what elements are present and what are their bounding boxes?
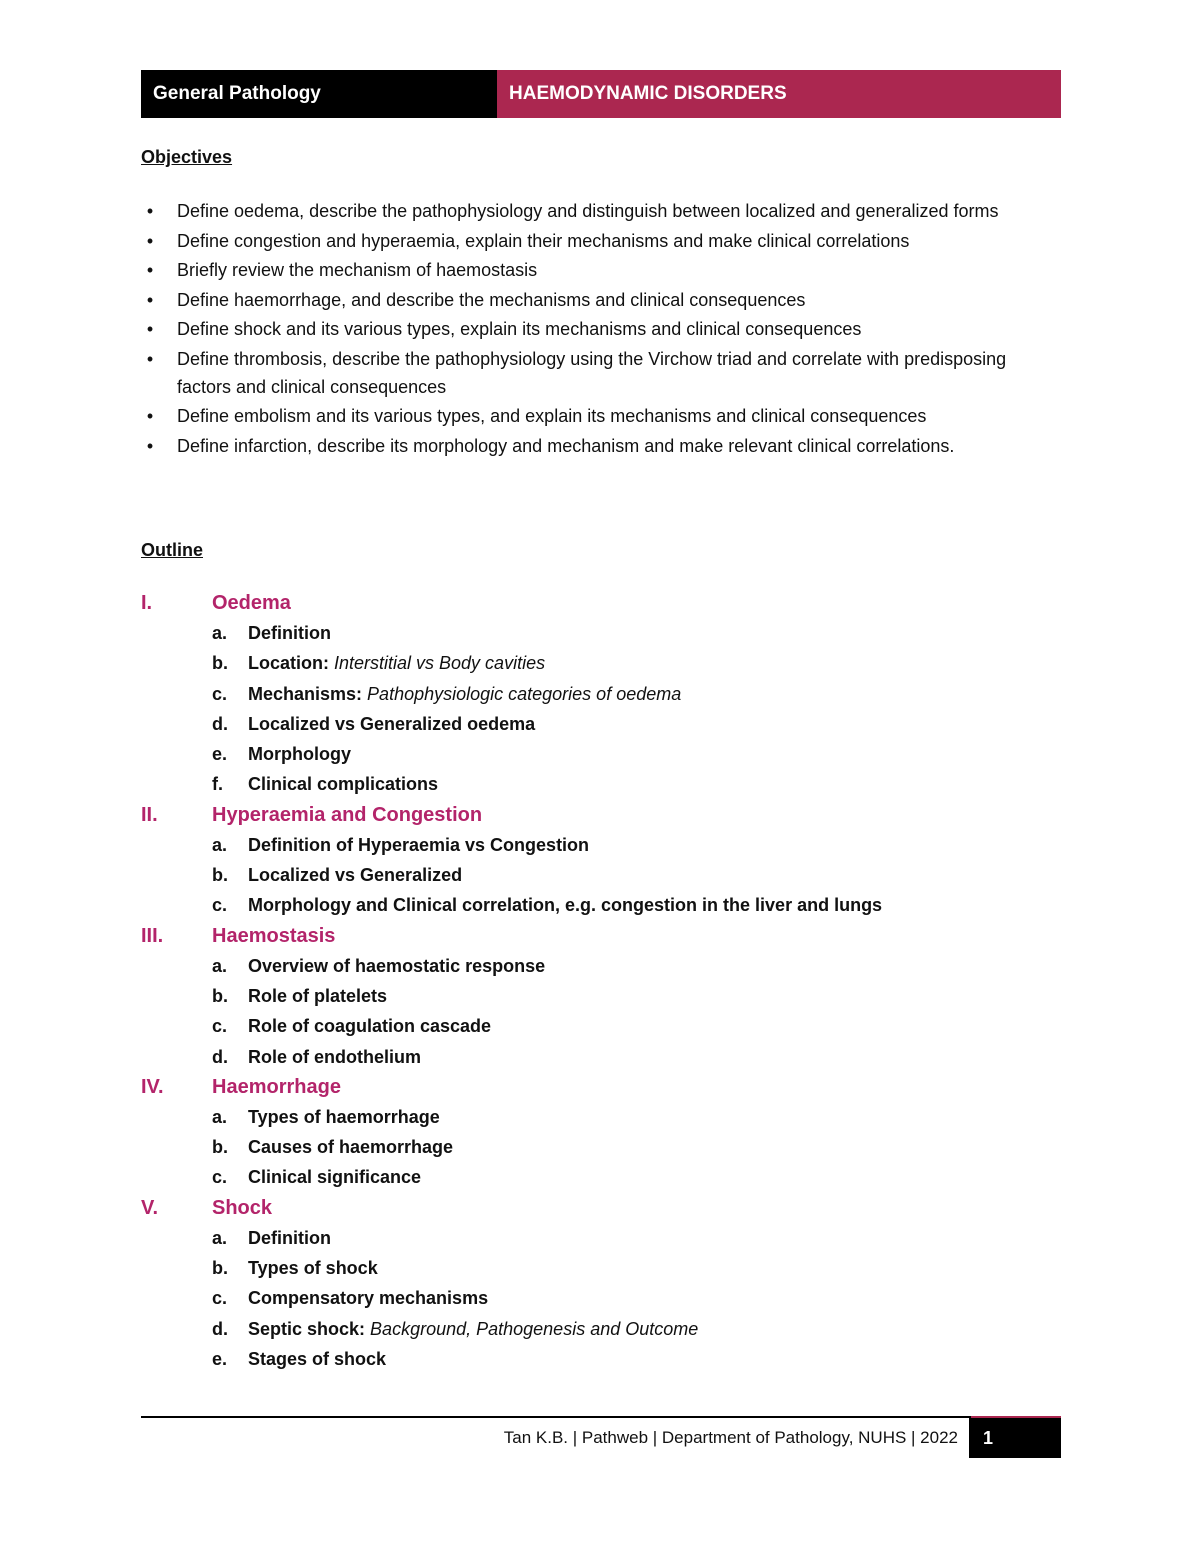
subitem-letter: b. [212,865,228,886]
objective-item [141,402,1041,430]
subitem-label: Septic shock: [248,1318,371,1339]
subitem-label: Clinical complications [248,774,439,795]
subitem-text [248,1344,386,1374]
outline-subitem [141,709,1041,739]
outline-subitem [141,1042,1041,1072]
subitem-letter: b. [212,985,228,1006]
outline [141,588,1041,1374]
subitem-letter: a. [212,955,228,976]
section-title-text: Haemorrhage [212,1075,341,1098]
subitem-label: Localized vs Generalized oedema [248,713,536,734]
subitem-text [248,1253,378,1283]
objective-item [141,286,1041,314]
outline-subitem [141,1314,1041,1344]
subitem-letter: c. [212,1167,228,1188]
subitem-letter: d. [212,1318,228,1339]
outline-subitems [141,830,1041,921]
outline-section-title [141,1193,1041,1223]
outline-subitem [141,648,1041,678]
objective-text: Define thrombosis, describe the pathophysiology using the Virchow triad and correlate with predisposing factors and clinical consequences [177,348,1007,397]
objectives-heading: Objectives [141,147,233,167]
subitem-letter: c. [212,1288,228,1309]
subitem-label: Types of shock [248,1258,378,1279]
subitem-letter: a. [212,1227,228,1248]
subitem-text [248,1223,331,1253]
bullet-icon: • [146,289,154,310]
subitem-detail: Interstitial vs Body cavities [334,653,546,674]
subitem-label: Compensatory mechanisms [248,1288,489,1309]
subitem-text [248,1011,491,1041]
subitem-letter: a. [212,1106,228,1127]
subitem-label: Definition [248,1227,331,1248]
subitem-text [248,1132,453,1162]
subitem-text [248,739,351,769]
objective-text: Define infarction, describe its morphology and mechanism and make relevant clinical correlations. [177,435,955,456]
objective-item [141,256,1041,284]
bullet-icon: • [146,435,154,456]
subitem-detail: Background, Pathogenesis and Outcome [370,1318,699,1339]
outline-section [141,800,1041,921]
subitem-label: Location: [248,653,334,674]
bullet-icon: • [146,319,154,339]
subitem-text [248,1102,440,1132]
page-header [141,70,1061,118]
bullet-icon: • [146,260,154,280]
subitem-letter: b. [212,1258,228,1279]
outline-subitems [141,951,1041,1072]
outline-section [141,921,1041,1072]
objectives-list [141,197,1041,461]
outline-subitem [141,679,1041,709]
outline-subitem [141,890,1041,920]
subitem-text [248,860,462,890]
objective-text: Define congestion and hyperaemia, explain their mechanisms and make clinical correlations [177,230,910,251]
bullet-icon: • [146,406,154,426]
objective-item [141,315,1041,343]
subitem-text [248,648,545,678]
objective-text: Define oedema, describe the pathophysiology and distinguish between localized and generalized forms [177,201,999,221]
subitem-letter: c. [212,683,228,704]
subitem-letter: a. [212,623,228,643]
outline-subitem [141,1132,1041,1162]
bullet-icon: • [146,230,154,251]
subitem-text [248,618,331,648]
subitem-label: Role of platelets [248,985,388,1006]
outline-subitems [141,618,1041,800]
subitem-text [248,830,589,860]
subitem-label: Definition [248,623,331,643]
section-title-text: Shock [212,1196,273,1219]
outline-subitems [141,1102,1041,1193]
subitem-letter: c. [212,895,228,916]
outline-subitem [141,1102,1041,1132]
outline-section [141,1072,1041,1193]
outline-subitem [141,769,1041,799]
subitem-text [248,1283,488,1313]
section-numeral: V. [141,1196,159,1219]
subitem-text [248,981,387,1011]
subitem-letter: b. [212,653,228,674]
section-title-text: Haemostasis [212,924,336,947]
subitem-letter: e. [212,1348,228,1369]
subitem-letter: b. [212,1137,228,1158]
outline-heading: Outline [141,540,203,560]
subitem-label: Localized vs Generalized [248,865,463,886]
outline-subitems [141,1223,1041,1374]
outline-subitem [141,739,1041,769]
subitem-text [248,890,882,920]
outline-subitem [141,830,1041,860]
outline-section [141,588,1041,800]
subitem-text [248,709,535,739]
subitem-detail: Pathophysiologic categories of oedema [367,683,682,704]
header-topic-title: HAEMODYNAMIC DISORDERS [497,70,1061,118]
subitem-text [248,1042,421,1072]
outline-subitem [141,1253,1041,1283]
outline-section [141,1193,1041,1374]
header-course-title: General Pathology [141,70,497,118]
outline-subitem [141,1223,1041,1253]
outline-section-title [141,588,1041,618]
subitem-label: Mechanisms: [248,683,368,704]
section-numeral: II. [141,803,158,826]
outline-subitem [141,981,1041,1011]
outline-subitem [141,1162,1041,1192]
objective-text: Briefly review the mechanism of haemostasis [177,260,538,280]
subitem-letter: a. [212,834,228,855]
subitem-label: Role of endothelium [248,1046,421,1067]
outline-section-title [141,921,1041,951]
page-number: 1 [969,1418,1061,1458]
subitem-label: Stages of shock [248,1348,387,1369]
subitem-label: Morphology and Clinical correlation, e.g. congestion in the liver and lungs [248,895,883,916]
outline-subitem [141,1283,1041,1313]
objective-text: Define embolism and its various types, and explain its mechanisms and clinical consequences [177,406,927,426]
objective-text: Define haemorrhage, and describe the mechanisms and clinical consequences [177,289,806,310]
objective-item [141,345,1041,401]
subitem-label: Morphology [248,744,351,765]
outline-section-title [141,1072,1041,1102]
outline-subitem [141,951,1041,981]
outline-subitem [141,1011,1041,1041]
subitem-text [248,679,681,709]
bullet-icon: • [146,348,154,369]
outline-subitem [141,618,1041,648]
section-title-text: Hyperaemia and Congestion [212,803,483,826]
subitem-letter: d. [212,1046,228,1067]
subitem-letter: f. [212,774,223,795]
section-numeral: I. [141,592,153,614]
outline-section-title [141,800,1041,830]
subitem-label: Role of coagulation cascade [248,1016,492,1037]
objective-item [141,227,1041,255]
subitem-label: Definition of Hyperaemia vs Congestion [248,834,590,855]
subitem-text [248,1314,698,1344]
subitem-label: Overview of haemostatic response [248,955,546,976]
objective-item [141,432,1041,460]
objective-text: Define shock and its various types, explain its mechanisms and clinical consequences [177,319,862,339]
subitem-letter: d. [212,713,228,734]
footer-credit: Tan K.B. | Pathweb | Department of Pathology, NUHS | 2022 [503,1428,958,1447]
outline-subitem [141,1344,1041,1374]
subitem-text [248,769,438,799]
section-title-text: Oedema [212,592,291,614]
subitem-label: Clinical significance [248,1167,422,1188]
subitem-letter: e. [212,744,228,765]
subitem-text [248,951,545,981]
subitem-label: Causes of haemorrhage [248,1137,454,1158]
bullet-icon: • [146,201,154,221]
section-numeral: IV. [141,1075,164,1098]
subitem-text [248,1162,421,1192]
outline-subitem [141,860,1041,890]
subitem-letter: c. [212,1016,228,1037]
section-numeral: III. [141,924,164,947]
subitem-label: Types of haemorrhage [248,1106,440,1127]
objective-item [141,197,1041,225]
